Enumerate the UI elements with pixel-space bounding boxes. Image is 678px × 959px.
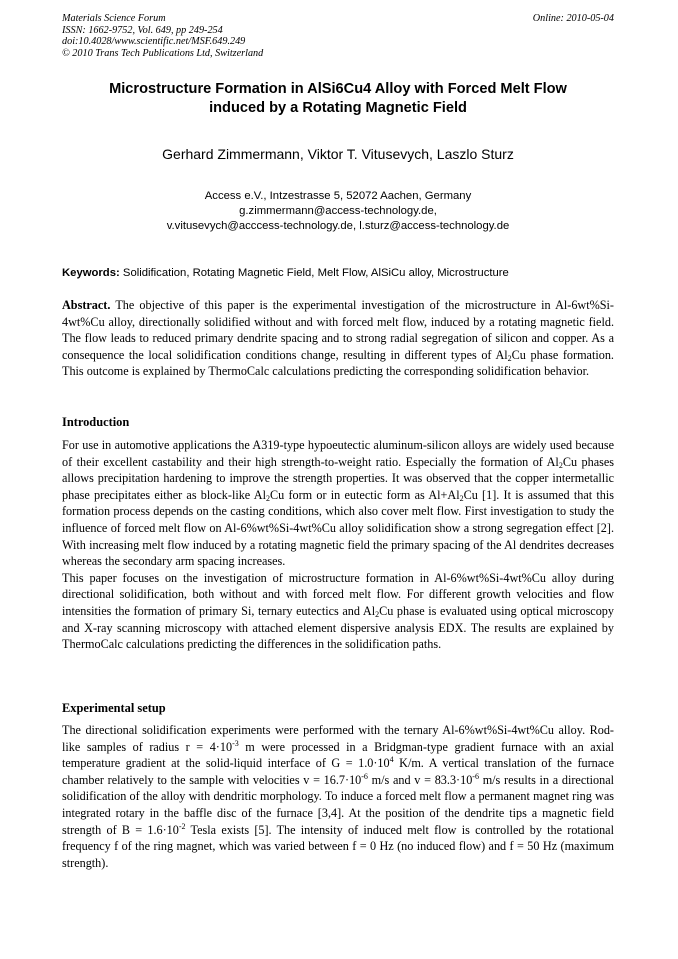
- text-run: For use in automotive applications the A319-type hypoeutectic aluminum-silicon alloys are widely used because of their excellent castability and their high strength-to-weight ratio. Especially the formation of Al: [62, 438, 614, 469]
- keywords-text: Solidification, Rotating Magnetic Field, Melt Flow, AlSiCu alloy, Microstructure: [122, 267, 509, 279]
- paper-title: [62, 80, 614, 118]
- title-line-2: induced by a Rotating Magnetic Field: [209, 100, 467, 116]
- text-run: m/s results in a directional solidification of the alloy with dendritic morphology. To induce a forced melt flow a permanent magnet ring was integrated rotary in the baffle disc of the furnace [3,4]. At the position of the dendrite tips a magnetic field strength of B = 1.6·10: [62, 772, 615, 837]
- superscript: -6: [472, 771, 479, 781]
- affiliation-email-2: v.vitusevych@acccess-technology.de, l.sturz@access-technology.de: [166, 220, 510, 232]
- paragraph: [62, 437, 614, 570]
- text-run: m/s and v = 83.3·10: [367, 772, 473, 787]
- title-line-1: Microstructure Formation in AlSi6Cu4 Alloy with Forced Melt Flow: [109, 81, 567, 97]
- paragraph: [62, 570, 614, 653]
- subscript: 2: [459, 493, 464, 503]
- text-run: The directional solidification experiments were performed with the ternary Al-6%wt%Si-4wt%Cu alloy. Rod-like samples of radius r = 4·10: [62, 723, 614, 754]
- abstract: [62, 297, 614, 380]
- text-run: This paper focuses on the investigation of microstructure formation in Al-6%wt%Si-4wt%Cu alloy during directional solidification, both without and with forced melt flow. For different growth velocities and flow intensities the formation of primary Si, ternary eutectics and Al: [62, 570, 614, 618]
- introduction-body: [62, 437, 614, 653]
- paragraph: [62, 722, 614, 871]
- text-run: m were processed in a Bridgman-type gradient furnace with an axial temperature gradient at the solid-liquid interface of G = 1.0·10: [62, 739, 614, 771]
- experimental-body: [62, 722, 614, 871]
- section-heading-experimental: Experimental setup: [62, 701, 166, 715]
- subscript: 2: [265, 493, 270, 503]
- journal-copyright: © 2010 Trans Tech Publications Ltd, Switzerland: [62, 47, 264, 59]
- text-run: Cu form or in eutectic form as Al+Al: [269, 487, 460, 502]
- affiliation-address: Access e.V., Intzestrasse 5, 52072 Aachen, Germany: [204, 190, 472, 202]
- text-run: Cu phases allows precipitation hardening to improve the strength properties. It was observed that the copper intermetallic phase precipitates either as block-like Al: [62, 454, 614, 502]
- online-date: Online: 2010-05-04: [532, 13, 614, 24]
- subscript: 2: [558, 460, 563, 470]
- keywords: [62, 266, 614, 281]
- text-run: Cu phase is evaluated using optical microscopy and X-ray scanning microscopy with attached element dispersive analysis EDX. The results are explained by ThermoCalc calculations predicting the differences in the solidification paths.: [62, 603, 614, 652]
- text-run: Cu [1]. It is assumed that this formation process depends on the casting conditions, which also cover melt flow. First investigation to study the influence of forced melt flow on Al-6%wt%Si-4wt%Cu alloy solidification show a strong segregation effect [2]. With increasing melt flow induced by a rotating magnetic field the primary spacing of the Al dendrites decreases whereas the secondary arm spacing increases.: [62, 487, 614, 569]
- affiliation: [62, 189, 614, 234]
- journal-issn: ISSN: 1662-9752, Vol. 649, pp 249-254: [62, 24, 223, 36]
- section-heading-introduction: Introduction: [62, 415, 130, 429]
- author-list: Gerhard Zimmermann, Viktor T. Vitusevych, Laszlo Sturz: [162, 146, 514, 162]
- subscript: 2: [507, 353, 512, 363]
- affiliation-email-1: g.zimmermann@access-technology.de,: [239, 205, 437, 217]
- text-run: K/m. A vertical translation of the furnace chamber relatively to the sample with velocities v = 16.7·10: [62, 756, 614, 787]
- journal-doi: doi:10.4028/www.scientific.net/MSF.649.249: [62, 36, 246, 47]
- superscript: 4: [389, 755, 394, 765]
- abstract-text: The objective of this paper is the experimental investigation of the microstructure in Al-6wt%Si-4wt%Cu alloy, directionally solidified without and with forced melt flow, induced by a rotating magnetic field. The flow leads to reduced primary dendrite spacing and to strong radial segregation of silicon and copper. As a consequence the local solidification conditions change, resulting in different types of Al: [62, 298, 614, 362]
- superscript: -6: [361, 771, 368, 781]
- journal-name: Materials Science Forum: [62, 13, 166, 24]
- abstract-label: Abstract.: [62, 298, 111, 312]
- superscript: -2: [178, 821, 186, 831]
- superscript: -3: [232, 738, 239, 748]
- journal-header: [62, 13, 263, 59]
- keywords-label: Keywords:: [62, 267, 120, 279]
- abstract-text: Cu phase formation. This outcome is explained by ThermoCalc calculations predicting the corresponding solidification behavior.: [62, 347, 614, 379]
- subscript: 2: [375, 609, 380, 619]
- text-run: Tesla exists [5]. The intensity of induced melt flow is controlled by the rotational frequency f of the ring magnet, which was varied between f = 0 Hz (no induced flow) and f = 50 Hz (maximum strength).: [62, 822, 614, 870]
